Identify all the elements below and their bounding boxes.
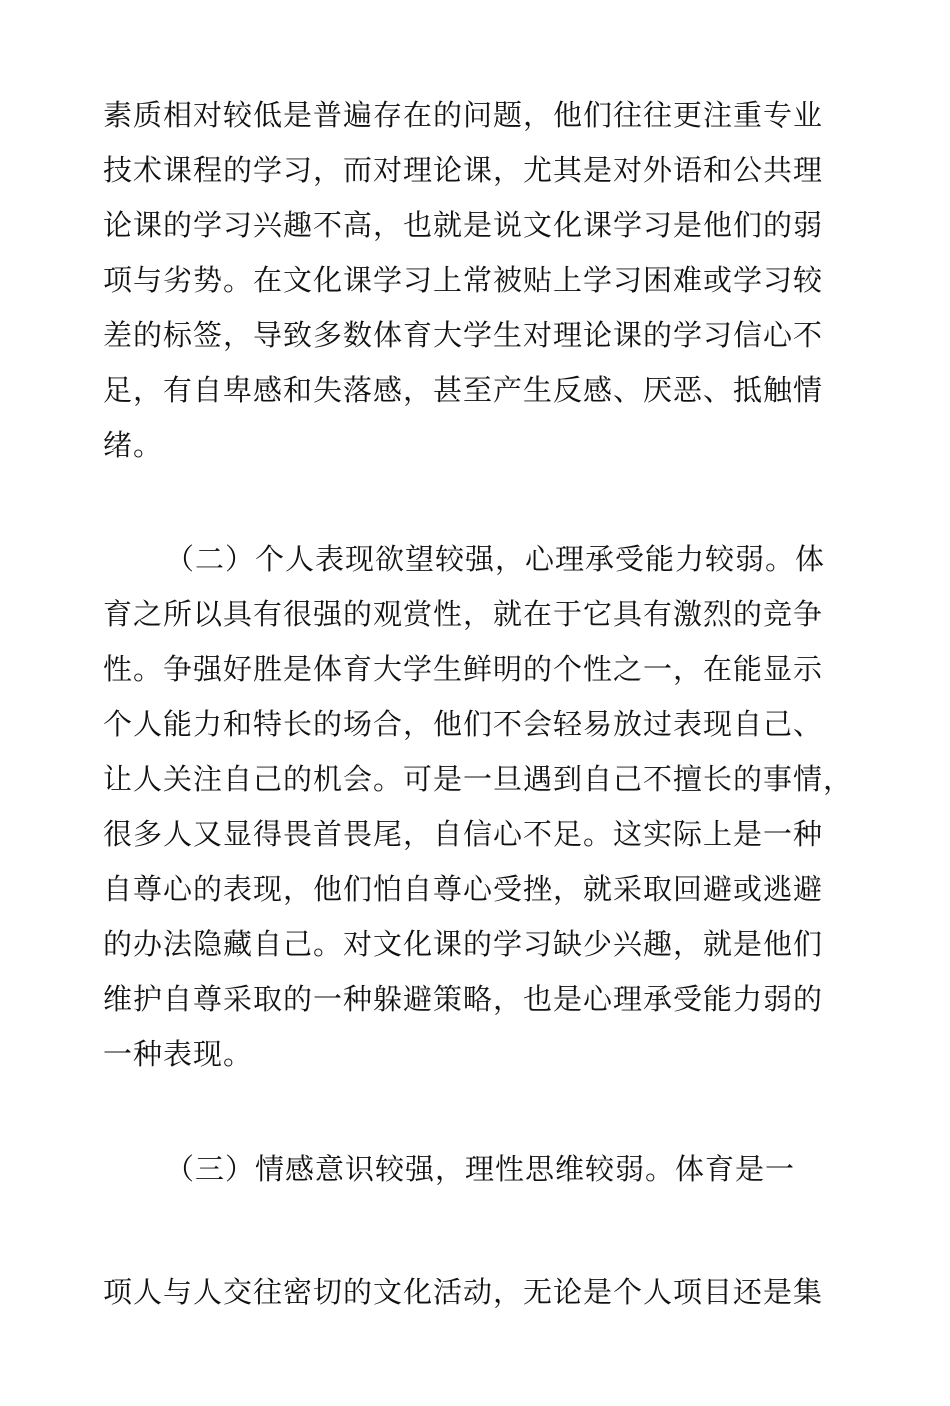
paragraph-3 [103,1142,855,1197]
text-line: 一种表现。 [103,1037,254,1071]
paragraph-4 [103,1265,855,1320]
paragraph-1 [103,88,855,473]
text-line: 差的标签，导致多数体育大学生对理论课的学习信心不 [103,318,824,352]
text-line: 论课的学习兴趣不高，也就是说文化课学习是他们的弱 [103,208,824,242]
text-line: 足，有自卑感和失落感，甚至产生反感、厌恶、抵触情 [103,373,824,407]
text-line: 项人与人交往密切的文化活动，无论是个人项目还是集 [103,1275,824,1309]
text-line: 育之所以具有很强的观赏性，就在于它具有激烈的竞争 [103,597,824,631]
text-line: 项与劣势。在文化课学习上常被贴上学习困难或学习较 [103,263,824,297]
text-line: 技术课程的学习，而对理论课，尤其是对外语和公共理 [103,153,824,187]
text-line: 的办法隐藏自己。对文化课的学习缺少兴趣，就是他们 [103,927,824,961]
text-line: 绪。 [103,428,164,462]
text-line: 很多人又显得畏首畏尾，自信心不足。这实际上是一种 [103,817,824,851]
text-line: 个人能力和特长的场合，他们不会轻易放过表现自己、 [103,707,824,741]
paragraph-2 [103,532,855,1082]
text-line-indented: （二）个人表现欲望较强，心理承受能力较弱。体 [165,542,826,576]
text-line: 性。争强好胜是体育大学生鲜明的个性之一，在能显示 [103,652,824,686]
text-line-indented: （三）情感意识较强，理性思维较弱。体育是一 [165,1152,796,1186]
text-line: 素质相对较低是普遍存在的问题，他们往往更注重专业 [103,98,824,132]
text-line: 维护自尊采取的一种躲避策略，也是心理承受能力弱的 [103,982,824,1016]
text-line: 让人关注自己的机会。可是一旦遇到自己不擅长的事情， [103,762,854,796]
text-line: 自尊心的表现，他们怕自尊心受挫，就采取回避或逃避 [103,872,824,906]
